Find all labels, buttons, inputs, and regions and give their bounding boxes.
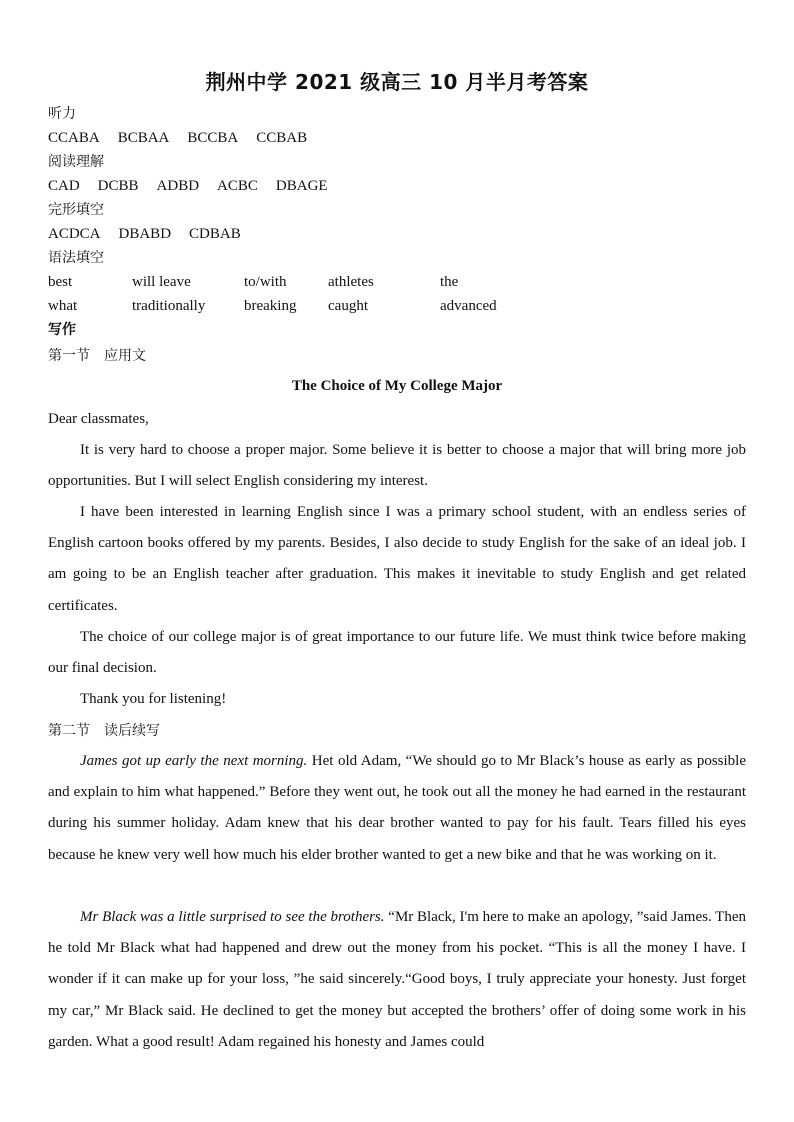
salutation: Dear classmates, [48,411,149,427]
section1-label: 第一节 应用文 [48,348,146,364]
grammar-answer: best [48,274,73,290]
answer-group: ACBC [217,178,258,194]
answer-group: DCBB [97,178,139,194]
grammar-label: 语法填空 [48,250,104,266]
answer-group: DBABD [118,226,172,242]
answer-group: BCBAA [117,130,170,146]
grammar-answer: what [48,298,78,314]
grammar-answer: breaking [244,298,297,314]
essay-paragraph: The choice of our college major is of great importance to our future life. We must think twice before making our final decision. [48,629,746,677]
continuation-paragraph [48,902,746,1058]
grammar-answer: will leave [132,274,191,290]
listening-keys [48,128,325,148]
answer-group: DBAGE [275,178,328,194]
grammar-answer: traditionally [132,298,206,314]
paragraph-body: “Mr Black, I'm here to make an apology, ”said James. Then he told Mr Black what had happened and drew out the money from his pocket. “This is all the money I have. I wonder if it can make up for your loss, ”he said sincerely.“Good boys, I truly appreciate your honesty. Just forget my car,” Mr Black said. He declined to get the money but accepted the brothers’ offer of doing some work in his garden. What a good result! Adam regained his honesty and James could [48,909,747,1050]
page-title: 荆州中学 2021 级高三 10 月半月考答案 [205,70,589,94]
continuation-paragraph [48,746,746,871]
writing-label: 写作 [48,322,76,338]
reading-label: 阅读理解 [48,154,104,170]
essay-paragraph: I have been interested in learning English since I was a primary school student, with an endless series of English cartoon books offered by my parents. Besides, I also decide to study English for the sake of an ideal job. I am going to be an English teacher after graduation. This makes it inevitable to study English and get related certificates. [48,504,746,614]
reading-keys [48,176,346,196]
grammar-answer: caught [328,298,368,314]
answer-group: ACDCA [48,226,101,242]
grammar-answer: to/with [244,274,287,290]
answer-group: CCABA [48,130,100,146]
grammar-answer: advanced [440,298,497,314]
essay-paragraph: Thank you for listening! [80,691,227,707]
paragraph-body: Het old Adam, “We should go to Mr Black’s house as early as possible and explain to him what happened.” Before they went out, he took out all the money he had earned in the restaurant during his summer holiday. Adam knew that his dear brother wanted to pay for his fault. Tears filled his eyes because he knew very well how much his elder brother wanted to get a new bike and that he was working on it. [48,753,746,863]
essay-title: The Choice of My College Major [291,378,503,394]
cloze-keys [48,224,259,244]
grammar-answer: athletes [328,274,374,290]
answer-group: CDBAB [189,226,241,242]
given-opening-sentence: Mr Black was a little surprised to see the brothers. [80,909,385,925]
grammar-answer: the [440,274,459,290]
section2-label: 第二节 读后续写 [48,723,160,739]
answer-group: ADBD [156,178,200,194]
answer-group: CAD [48,178,80,194]
answer-group: BCCBA [187,130,239,146]
cloze-label: 完形填空 [48,202,104,218]
answer-group: CCBAB [256,130,308,146]
essay-paragraph: It is very hard to choose a proper major. Some believe it is better to choose a major that will bring more job opportunities. But I will select English considering my interest. [48,442,746,490]
listening-label: 听力 [48,106,76,122]
given-opening-sentence: James got up early the next morning. [80,753,308,769]
